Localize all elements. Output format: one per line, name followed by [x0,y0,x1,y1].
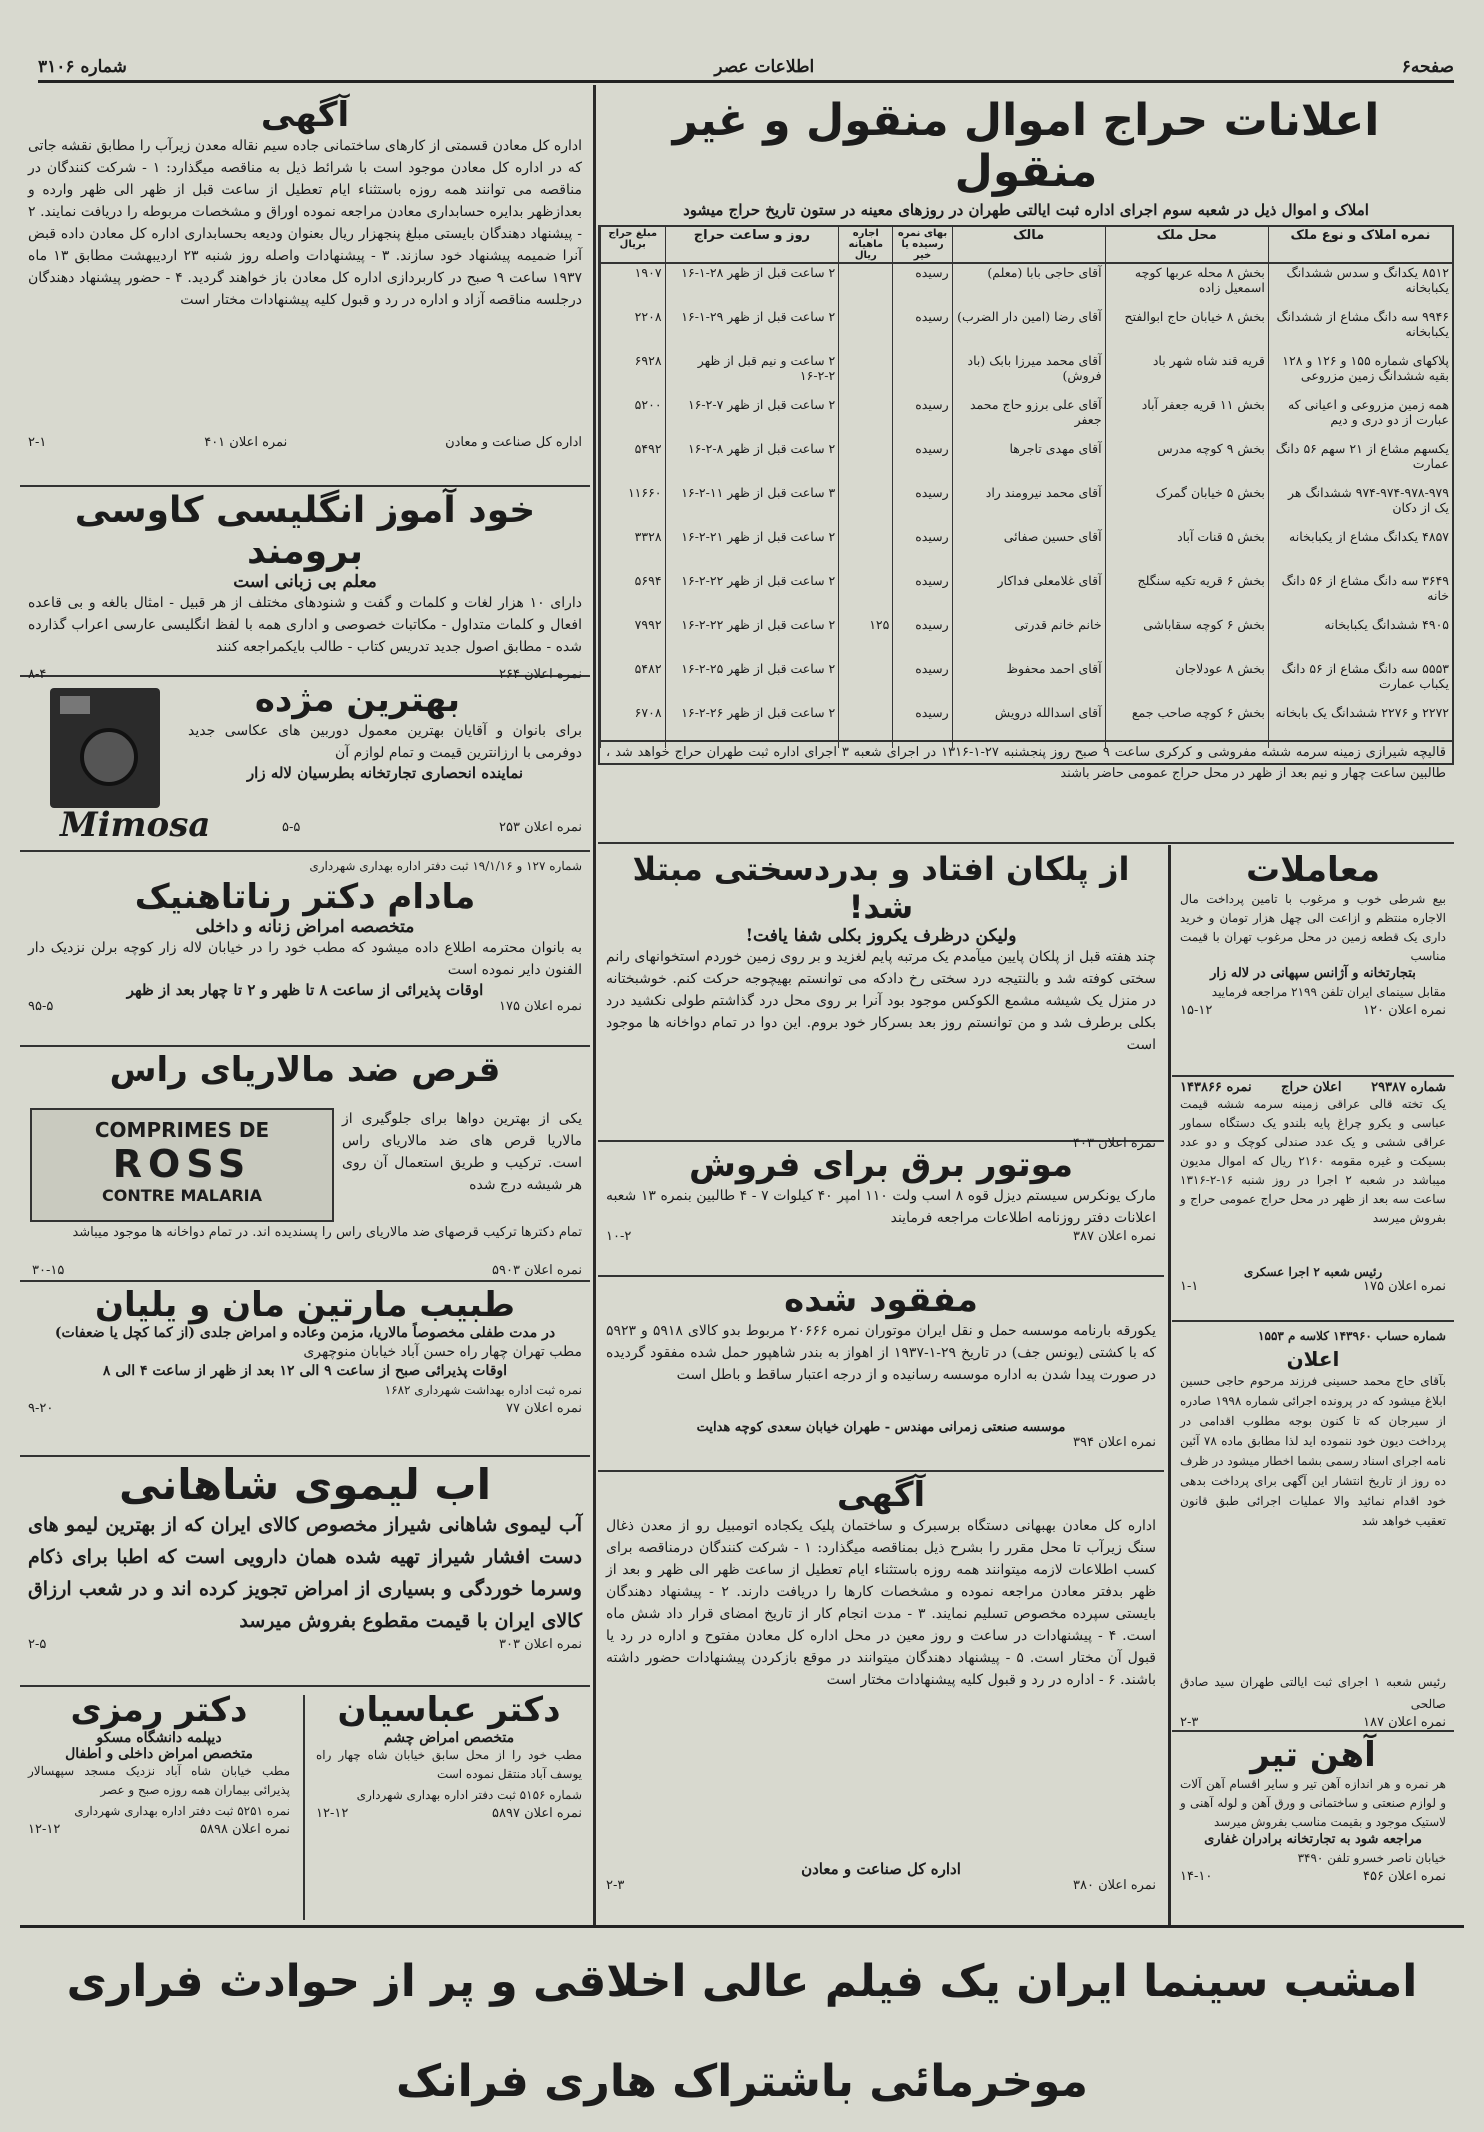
ad-body: هر نمره و هر اندازه آهن تیر و سایر اقسام آهن آلات و لوازم صنعتی و ساختمانی و ورق آهن و لوله آهنی و لاستیک موجود و بقیمت مناسب بفروش میرسد [1180,1777,1446,1829]
ad-mines-road-tender [598,1475,1164,1920]
ad-body: یک تخته قالی عراقی زمینه سرمه ششه قیمت عباسی و یکرو چراغ پایه بلندو یک دستگاه سماور عراقی ششی و یک عدد صندلی کوچک و دو عدد بسیکت و غیره مقومه ۲۱۶۰ ریال که اموال مدیون میباشد در شعبه ۲ اجرا در روز شنبه ۱۶-۲-۱۳۱۶ ساعت سه بعد از ظهر در محل حراج عمومی حراج و بفروش میرسد [1180,1097,1446,1225]
cell-rent [839,528,893,572]
cell-received: رسیده [893,572,952,616]
cell-owner: آقای حاجی بابا (معلم) [952,263,1105,308]
cell-property: ۳۶۴۹ سه دانگ مشاع از ۵۶ دانگ خانه [1268,572,1452,616]
auction-rows [601,263,1453,748]
ad-footer [308,1806,590,1821]
ad-number: نمره اعلان ۳۰۳ [498,1637,582,1652]
mimosa-logo: Mimosa [60,805,211,845]
package-brand: ROSS [112,1142,252,1186]
cell-location: بخش ۵ خیابان گمرک [1105,484,1268,528]
ad-footer [20,999,590,1014]
cell-datetime: ۲ ساعت قبل از ظهر ۲۸-۱-۱۶ [665,263,839,308]
cell-received: رسیده [893,660,952,704]
ad-number: نمره اعلان ۷۷ [505,1401,582,1416]
cell-amount: ۳۳۲۸ [601,528,666,572]
cell-owner: خانم خانم قدرتی [952,616,1105,660]
cell-location: بخش ۶ کوچه صاحب جمع [1105,704,1268,748]
ad-body: مطب خود را از محل سابق خیابان شاه چهار راه یوسف آباد منتقل نموده است [316,1748,582,1781]
ad-title: آگهی [836,1475,926,1515]
col-received: بهای نمره رسیده یا خیر [893,227,952,263]
cell-received: رسیده [893,528,952,572]
ad-code: ۲-۳ [606,1878,625,1893]
ad-title: قرص ضد مالاریای راس [109,1050,501,1090]
auction-row [601,440,1453,484]
cell-rent [839,440,893,484]
ad-hours: اوقات پذیرائی از ساعت ۸ تا ظهر و ۲ تا چهار بعد از ظهر [126,981,484,999]
ad-body: به بانوان محترمه اطلاع داده میشود که مطب خود را در خیابان لاله زار کوچه برلن نزدیک دار الفنون دایر نموده است [28,940,582,978]
cell-property: ۴۸۵۷ یکدانگ مشاع از یکبابخانه [1268,528,1452,572]
column-divider [593,85,596,1925]
cell-property: پلاکهای شماره ۱۵۵ و ۱۲۶ و ۱۲۸ بقیه ششدانگ زمین مزروعی [1268,352,1452,396]
auction-row [601,308,1453,352]
ad-electric-motor [598,1145,1164,1277]
ad-title: خود آموز انگلیسی کاوسی برومند [74,490,536,572]
ad-body: مطب خیابان شاه آباد نزدیک مسجد سپهسالار پذیرائی بیماران همه روزه صبح و عصر [28,1764,290,1797]
cell-received: رسیده [893,396,952,440]
ad-code: ۵-۵ [282,820,301,835]
ad-english-book [20,490,590,682]
cell-amount: ۱۱۶۶۰ [601,484,666,528]
cell-amount: ۶۷۰۸ [601,704,666,748]
page-header [38,54,1454,83]
cell-rent [839,572,893,616]
ad-number: نمره اعلان ۱۷۵ [1362,1279,1446,1294]
ad-code: ۲-۱ [28,435,47,450]
cell-owner: آقای محمد میرزا بابک (باد فروش) [952,352,1105,396]
ad-subtitle: متخصصه امراض زنانه و داخلی [195,917,415,937]
ad-footer [20,1822,298,1837]
page-number: صفحه۶ [1401,57,1454,77]
ad-code: ۳۰-۱۵ [32,1263,65,1278]
ad-stairs-pain [598,850,1164,1151]
ad-code: ۲-۵ [28,1637,47,1652]
ad-doctor-renata [20,855,590,1047]
ad-extra: تمام دکترها ترکیب قرصهای ضد مالاریای راس را پسندیده اند. در تمام دواخانه ها موجود میباشد [72,1225,582,1240]
cell-amount: ۷۹۹۲ [601,616,666,660]
col-amount: مبلغ حراج بریال [601,227,666,263]
cell-datetime: ۲ ساعت قبل از ظهر ۲۲-۲-۱۶ [665,572,839,616]
ad-number: نمره اعلان ۴۵۶ [1362,1869,1446,1884]
ad-title: موتور برق برای فروش [688,1145,1074,1185]
ad-title: از پلکان افتاد و بدردسختی مبتلا شد! [632,850,1130,926]
ad-representative: نماینده انحصاری تجارتخانه بطرسیان لاله زار [246,764,524,782]
cell-amount: ۵۶۹۴ [601,572,666,616]
cell-received [893,352,952,396]
cell-property: ۸۵۱۲ یکدانگ و سدس ششدانگ یکبابخانه [1268,263,1452,308]
ad-code: ۹-۲۰ [28,1401,54,1416]
ad-title: مفقود شده [784,1280,978,1320]
ad-title: اب لیموی شاهانی [119,1460,491,1509]
ad-address: خیابان ناصر خسرو تلفن ۳۴۹۰ [1297,1851,1446,1865]
ad-footer [1172,1869,1454,1884]
cell-received: رسیده [893,484,952,528]
ad-doctor-ramzi [20,1690,298,1920]
ad-code: ۱۵-۱۲ [1180,1003,1213,1018]
ad-number: نمره اعلان ۵۸۹۸ [200,1822,290,1837]
ad-title: اعلان [1286,1347,1340,1371]
ad-footer [1172,1715,1454,1730]
cell-owner: آقای علی برزو حاج محمد جعفر [952,396,1105,440]
notice-number: نمره ۱۴۳۸۶۶ [1180,1080,1252,1095]
notice-ref: شماره حساب ۱۴۳۹۶۰ کلاسه م ۱۵۵۳ [1258,1329,1446,1343]
cell-property: همه زمین مزروعی و اعیانی که عبارت از دو دری و دیم [1268,396,1452,440]
auction-section [598,95,1454,735]
package-line: CONTRE MALARIA [101,1186,262,1205]
cell-location: بخش ۶ قریه تکیه سنگلج [1105,572,1268,616]
cell-property: ۴۹۰۵ ششدانگ یکبابخانه [1268,616,1452,660]
ad-number: نمره اعلان ۳۸۰ [1072,1878,1156,1893]
cell-property: ۹۷۴-۹۷۴-۹۷۸-۹۷۹ ششدانگ هر یک از دکان [1268,484,1452,528]
ad-footer [598,1878,1164,1893]
ad-title: طبیب مارتین مان و یلیان [94,1285,516,1325]
ad-footer [1172,1003,1454,1018]
cell-datetime: ۲ ساعت قبل از ظهر ۲۲-۲-۱۶ [665,616,839,660]
ad-body: اداره کل معادن بهبهانی دستگاه برسبرک و ساختمان پلیک یکجاده اتومبیل رو از معدن ذغال سنگ زیرآب تا محل مقرر را بشرح ذیل بمناقصه میگذارد: ۱ - شرکت کنندگان درمناقصه برای کسب اطلاعات لازمه میتوانند همه روزه باستثناء ایام تعطیل از ساعت ظهر الی ظهر و بعد از ظهر بدفتر معادن مراجعه نموده و مشخصات کارها را دریافت دارند. ۲ - پیشنهاد دهندگان بایستی سپرده مخصوص تسلیم نمایند. ۳ - مدت انجام کار از تاریخ امضای قرار داد شش ماه است. ۴ - پیشنهادات در ساعت و روز معین در محل اداره کل معادن مفتوح و اداره در رد یا قبول آن مختار است. ۵ - پیشنهاد دهندگان میتوانند در موقع بازکردن پیشنهادات حضور داشته باشند. ۶ - اداره در رد و قبول کلیه پیشنهادات مختار است [606,1518,1156,1688]
ad-ross-tablets [20,1050,590,1282]
ad-footer [274,820,590,835]
ad-specialty: متخصص امراض داخلی و اطفال [65,1746,253,1762]
cell-location: بخش ۹ کوچه مدرس [1105,440,1268,484]
auction-row [601,572,1453,616]
package-line: COMPRIMES DE [94,1118,270,1142]
ad-title: آگهی [260,95,350,135]
ad-hours: اوقات پذیرائی صبح از ساعت ۹ الی ۱۲ بعد از ظهر از ساعت ۴ الی ۸ [102,1363,508,1379]
ad-mimosa-camera [20,680,590,852]
cell-received: رسیده [893,704,952,748]
col-location: محل ملک [1105,227,1268,263]
cell-rent [839,352,893,396]
cell-location: بخش ۸ خیابان حاج ابوالفتح [1105,308,1268,352]
ad-number: نمره اعلان ۱۲۰ [1362,1003,1446,1018]
ad-footer [24,1263,590,1278]
cell-owner: آقای اسدالله درویش [952,704,1105,748]
ad-firm: بتجارتخانه و آژانس سپهانی در لاله زار [1210,966,1416,981]
ad-number: نمره اعلان ۲۵۳ [498,820,582,835]
ad-mines-tender [20,95,590,487]
camera-icon [50,688,160,808]
ad-number: نمره اعلان ۳۹۴ [1072,1435,1156,1450]
ad-firm: مراجعه شود به تجارتخانه برادران غفاری [1204,1832,1422,1847]
ad-title: دکتر رمزی [70,1690,248,1730]
ad-body: دارای ۱۰ هزار لغات و کلمات و گفت و شنودهای مختلف از هر قبیل - امثال بالغه و بی قاعده افعال و کلمات متداول - مکاتبات خصوصی و اداری همه با لفظ انگلیسی عارسی اعراب گذارده شده - مطابق اصول جدید تدریس کتاب - طالب بایکمراجعه کنند [28,595,582,655]
cell-owner: آقای محمد نیرومند راد [952,484,1105,528]
cell-amount: ۲۲۰۸ [601,308,666,352]
cell-received: رسیده [893,308,952,352]
column-divider [1168,845,1171,1925]
cell-received: رسیده [893,263,952,308]
ad-code: ۱۲-۱۲ [28,1822,61,1837]
auction-row [601,528,1453,572]
auction-footer-text: قالیچه شیرازی زمینه سرمه ششه مفروشی و کرکری ساعت ۹ صبح روز پنجشنبه ۲۷-۱-۱۳۱۶ در اجرای شعبه ۳ اجرای اداره ثبت طهران حراج خواهد شد ، طالبین ساعت چهار و نیم بعد از ظهر در محل حراج عمومی حاضر باشند [606,745,1446,781]
ad-number: نمره اعلان ۵۹۰۳ [492,1263,582,1278]
notice-title: اعلان حراج [1281,1080,1342,1095]
col-rent: اجاره ماهیانه ریال [839,227,893,263]
issue-number: شماره ۳۱۰۶ [38,57,127,77]
ad-code: ۹۵-۵ [28,999,54,1014]
cell-location: بخش ۵ قنات آباد [1105,528,1268,572]
col-datetime: روز و ساعت حراج [665,227,839,263]
ad-body: یکورقه بارنامه موسسه حمل و نقل ایران موتوران نمره ۲۰۶۶۶ مربوط بدو کالای ۵۹۱۸ و ۵۹۲۳ که با کشتی (یونس جف) در تاریخ ۲۹-۱-۱۹۳۷ از اهواز به بندر شاهپور حمل شده مفقود گردیده در صورت پیدا شدن به اداره موسسه رسانیده و از درجه اعتبار ساقط و باطل است [606,1323,1157,1383]
ad-number: نمره اعلان ۴۰۱ [204,435,288,450]
auction-header-row [601,227,1453,263]
cell-owner: آقای غلامعلی فداکار [952,572,1105,616]
ad-lost-document [598,1280,1164,1472]
ross-package-icon [30,1108,334,1222]
cell-datetime: ۲ ساعت و نیم قبل از ظهر ۲-۲-۱۶ [665,352,839,396]
ad-iron-beams [1172,1735,1454,1920]
ad-footer [598,1435,1164,1450]
cell-rent [839,660,893,704]
ad-divider [303,1695,305,1920]
cell-property: ۲۲۷۲ و ۲۲۷۶ ششدانگ یک بابخانه [1268,704,1452,748]
ad-body: چند هفته قبل از پلکان پایین میآمدم یک مرتبه پایم لغزید و بر روی زمین خوردم استخوانهای رانم سختی کوفته شد و بالنتیجه درد سختی رخ دادکه می توانستم بهیچوجه حرکت کنم. خوشبختانه در منزل یک شیشه مشمع الکوکس موجود بود آنرا بر روی محل درد گذاشتم طولی نکشید درد بکلی برطرف شد و من توانستم روز بعد بسرکار خود بروم. این دوا در تمام دواخانه ها موجود است [606,949,1156,1053]
cell-location: بخش ۶ کوچه سقاباشی [1105,616,1268,660]
ad-reference: نمره ۵۲۵۱ ثبت دفتر اداره بهداری شهرداری [74,1804,290,1818]
ad-body: اداره کل معادن قسمتی از کارهای ساختمانی جاده سیم نقاله معدن زیرآب را مطابق نقشه جاتی که در اداره کل معادن موجود است با شرائط ذیل به مناقصه میگذارد: ۱ - شرکت کنندگان در مناقصه می توانند همه روزه باستثناء ایام تعطیل از ساعت قبل از ظهر الی ظهر وارده و بعدازظهر بدایره حسابداری معادن مراجعه نموده اوراق و مشخصات مربوطه را دریافت نمایند. ۲ - پیشنهاد دهندگان بایستی مبلغ پنجهزار ریال بعنوان ودیعه بحسابداری اداره کل معادن داده قبض آنرا ضمیمه پیشنهاد خود سازند. ۳ - پیشنهادات واصله روز شنبه ۲۳ اردیبهشت مطابق ۱۳ ماه ۱۹۳۷ ساعت ۹ صبح در کاربردازی اداره کل معادن باز خواهند گردید. ۴ - حضور پیشنهاد دهندگان درجلسه مناقصه آزاد و اداره در رد و قبول کلیه پیشنهادات مختار است [28,138,583,308]
cell-location: بخش ۸ عودلاجان [1105,660,1268,704]
ad-body: بآقای حاج محمد حسینی فرزند مرحوم حاجی حسین ابلاغ میشود که در پرونده اجرائی شماره ۱۹۹۸ صادره از سیرجان که تا کنون بوجه مطلوب اقدامی در پرداخت دیون خود ننموده اید لذا مطابق ماده ۷۸ آئین نامه اجرای اسناد رسمی بشما اخطار میشود در ظرف ده روز از تاریخ انتشار این آگهی برای پرداخت بدهی خود اقدام نمائید والا عملیات اجرائی طبق قانون تعقیب خواهد شد [1179,1374,1446,1528]
ad-title: بهترین مژده [254,680,460,720]
cell-owner: آقای رضا (امین دار الضرب) [952,308,1105,352]
ad-footer [20,1401,590,1416]
ad-signature: اداره کل صناعت و معادن [801,1860,961,1878]
ad-number: نمره اعلان ۱۷۵ [498,999,582,1014]
ad-signature: موسسه صنعتی زمرانی مهندس - طهران خیابان سعدی کوچه هدایت [696,1420,1066,1435]
notice-ref: شماره ۲۹۳۸۷ [1371,1080,1446,1095]
ad-number: نمره اعلان ۲۶۴ [498,667,582,682]
ad-title: دکتر عباسیان [337,1690,561,1730]
auction-row [601,616,1453,660]
ad-number: نمره اعلان ۵۸۹۷ [492,1806,582,1821]
cell-location: بخش ۸ محله عربها کوچه اسمعیل زاده [1105,263,1268,308]
auction-table [600,227,1452,748]
ad-reference: نمره ثبت اداره بهداشت شهرداری ۱۶۸۲ [384,1383,582,1397]
ad-number: نمره اعلان ۳۸۷ [1072,1229,1156,1244]
cell-property: ۵۵۵۳ سه دانگ مشاع از ۵۶ دانگ یکباب عمارت [1268,660,1452,704]
auction-row [601,660,1453,704]
ad-signature: رئیس شعبه ۱ اجرای ثبت ایالتی طهران سید صادق صالحی [1180,1675,1446,1711]
cell-rent [839,396,893,440]
auction-row [601,263,1453,308]
ad-body: برای بانوان و آقایان بهترین معمول دوربین های عکاسی جدید دوفرمی با ارزانترین قیمت و تمام لوازم آن [188,723,582,761]
cell-received: رسیده [893,616,952,660]
cell-amount: ۵۴۸۲ [601,660,666,704]
ad-subtitle: معلم بی زبانی است [233,572,377,592]
cell-amount: ۵۴۹۲ [601,440,666,484]
cell-owner: آقای مهدی تاجرها [952,440,1105,484]
ad-code: ۱۲-۱۲ [316,1806,349,1821]
ad-subtitle: در مدت طفلی مخصوصاً مالاریا، مزمن وعاده و امراض جلدی (از کما کچل یا ضعفات) [54,1325,556,1341]
cell-property: یکسهم مشاع از ۲۱ سهم ۵۶ دانگ عمارت [1268,440,1452,484]
ad-title: معاملات [1245,850,1381,890]
ad-footer [20,1637,590,1652]
cell-datetime: ۲ ساعت قبل از ظهر ۲۶-۲-۱۶ [665,704,839,748]
ad-body: یکی از بهترین دواها برای جلوگیری از مالاریا قرص های ضد مالاریای راس است. ترکیب و طریق استعمال آن روی هر شیشه درج شده [342,1111,582,1193]
cell-amount: ۶۹۲۸ [601,352,666,396]
ad-number: نمره اعلان ۴۰۳ [1072,1136,1156,1151]
col-property: نمره املاک و نوع ملک [1268,227,1452,263]
ad-auction-notice [1172,1080,1454,1322]
cell-owner: آقای احمد محفوظ [952,660,1105,704]
ad-code: ۱۴-۱۰ [1180,1869,1213,1884]
ad-subtitle: ولیکن درظرف یکروز بکلی شفا یافت! [745,926,1017,946]
ad-code: ۱۰-۲ [606,1229,632,1244]
auction-title: اعلانات حراج اموال منقول و غیر منقول [672,95,1380,197]
cell-received: رسیده [893,440,952,484]
ad-code: ۲-۳ [1180,1715,1199,1730]
cell-amount: ۱۹۰۷ [601,263,666,308]
ad-lemon-juice [20,1460,590,1687]
ad-reference: شماره ۱۲۷ و ۱۹/۱/۱۶ ثبت دفتر اداره بهداری شهرداری [309,859,582,873]
ad-signature: اداره کل صناعت و معادن [445,435,582,450]
ad-reference: شماره ۵۱۵۶ ثبت دفتر اداره بهداری شهرداری [356,1788,582,1802]
cell-location: قریه قند شاه شهر باد [1105,352,1268,396]
notice-header [1172,1080,1454,1095]
cell-datetime: ۲ ساعت قبل از ظهر ۸-۲-۱۶ [665,440,839,484]
ad-subtitle: متخصص امراض چشم [383,1730,515,1746]
cell-rent [839,484,893,528]
auction-row [601,484,1453,528]
ad-body: بیع شرطی خوب و مرغوب با تامین پرداخت مال الاجاره منتظم و ازاعت الی چهل هزار تومان و خرید داری یک قطعه زمین در محل مرغوب تهران با قیمت مناسب [1180,892,1446,963]
cell-datetime: ۲ ساعت قبل از ظهر ۲۹-۱-۱۶ [665,308,839,352]
ad-body: مارک یونکرس سیستم دیزل قوه ۸ اسب ولت ۱۱۰ امپر ۴۰ کیلوات ۷ - ۴ طالبین بنمره ۱۳ شعبه اعلانات دفتر روزنامه اطلاعات مراجعه فرمایند [606,1188,1157,1226]
cell-rent: ۱۲۵ [839,616,893,660]
auction-footer [598,740,1454,844]
ad-address: مقابل سینمای ایران تلفن ۲۱۹۹ مراجعه فرمایید [1211,985,1446,999]
auction-subtitle: املاک و اموال ذیل در شعبه سوم اجرای اداره ثبت ایالتی طهران در روزهای معینه در ستون تاریخ حراج میشود [683,201,1369,219]
ad-footer [1172,1279,1454,1294]
ad-code: ۱-۱ [1180,1279,1199,1294]
col-owner: مالک [952,227,1105,263]
ad-doctor-martin [20,1285,590,1457]
ad-body: آب لیموی شاهانی شیراز مخصوص کالای ایران که از بهترین لیمو های دست افشار شیراز تهیه شده همان دارویی است که اطبا برای ذکام وسرما خوردگی و بسیاری از امراض تجویز کرده اند و در شعب ارزاق کالای ایران با قیمت مقطوع بفروش میرسد [28,1514,582,1632]
cell-rent [839,308,893,352]
ad-subtitle: دیپلمه دانشگاه مسکو [96,1730,222,1746]
paper-name: اطلاعات عصر [714,57,815,77]
ad-address: مطب تهران چهار راه حسن آباد خیابان منوچهری [303,1344,582,1360]
auction-table-frame [598,225,1454,765]
ad-title: آهن تیر [1250,1735,1376,1775]
cell-datetime: ۲ ساعت قبل از ظهر ۲۱-۲-۱۶ [665,528,839,572]
ad-signature: رئیس شعبه ۲ اجرا عسکری [1243,1265,1383,1279]
cell-rent [839,263,893,308]
cell-property: ۹۹۴۶ سه دانگ مشاع از ششدانگ یکبابخانه [1268,308,1452,352]
cell-amount: ۵۲۰۰ [601,396,666,440]
auction-row [601,352,1453,396]
auction-row [601,396,1453,440]
cell-location: بخش ۱۱ قریه جعفر آباد [1105,396,1268,440]
cinema-banner: امشب سینما ایران یک فیلم عالی اخلاقی و پر از حوادث فراری موخرمائی باشتراک هاری فرانک [66,1956,1418,2107]
banner-rule [20,1925,1464,1928]
ad-transactions [1172,850,1454,1077]
cell-datetime: ۲ ساعت قبل از ظهر ۷-۲-۱۶ [665,396,839,440]
ad-doctor-abbasian [308,1690,590,1920]
ad-legal-notice [1172,1325,1454,1732]
ad-code: ۸-۴ [28,667,47,682]
cell-owner: آقای حسین صفائی [952,528,1105,572]
cell-datetime: ۳ ساعت قبل از ظهر ۱۱-۲-۱۶ [665,484,839,528]
cell-datetime: ۲ ساعت قبل از ظهر ۲۵-۲-۱۶ [665,660,839,704]
ad-footer [598,1229,1164,1244]
ad-number: نمره اعلان ۱۸۷ [1362,1715,1446,1730]
ad-title: مادام دکتر رناتاهنیک [134,877,476,917]
ad-footer [20,435,590,450]
